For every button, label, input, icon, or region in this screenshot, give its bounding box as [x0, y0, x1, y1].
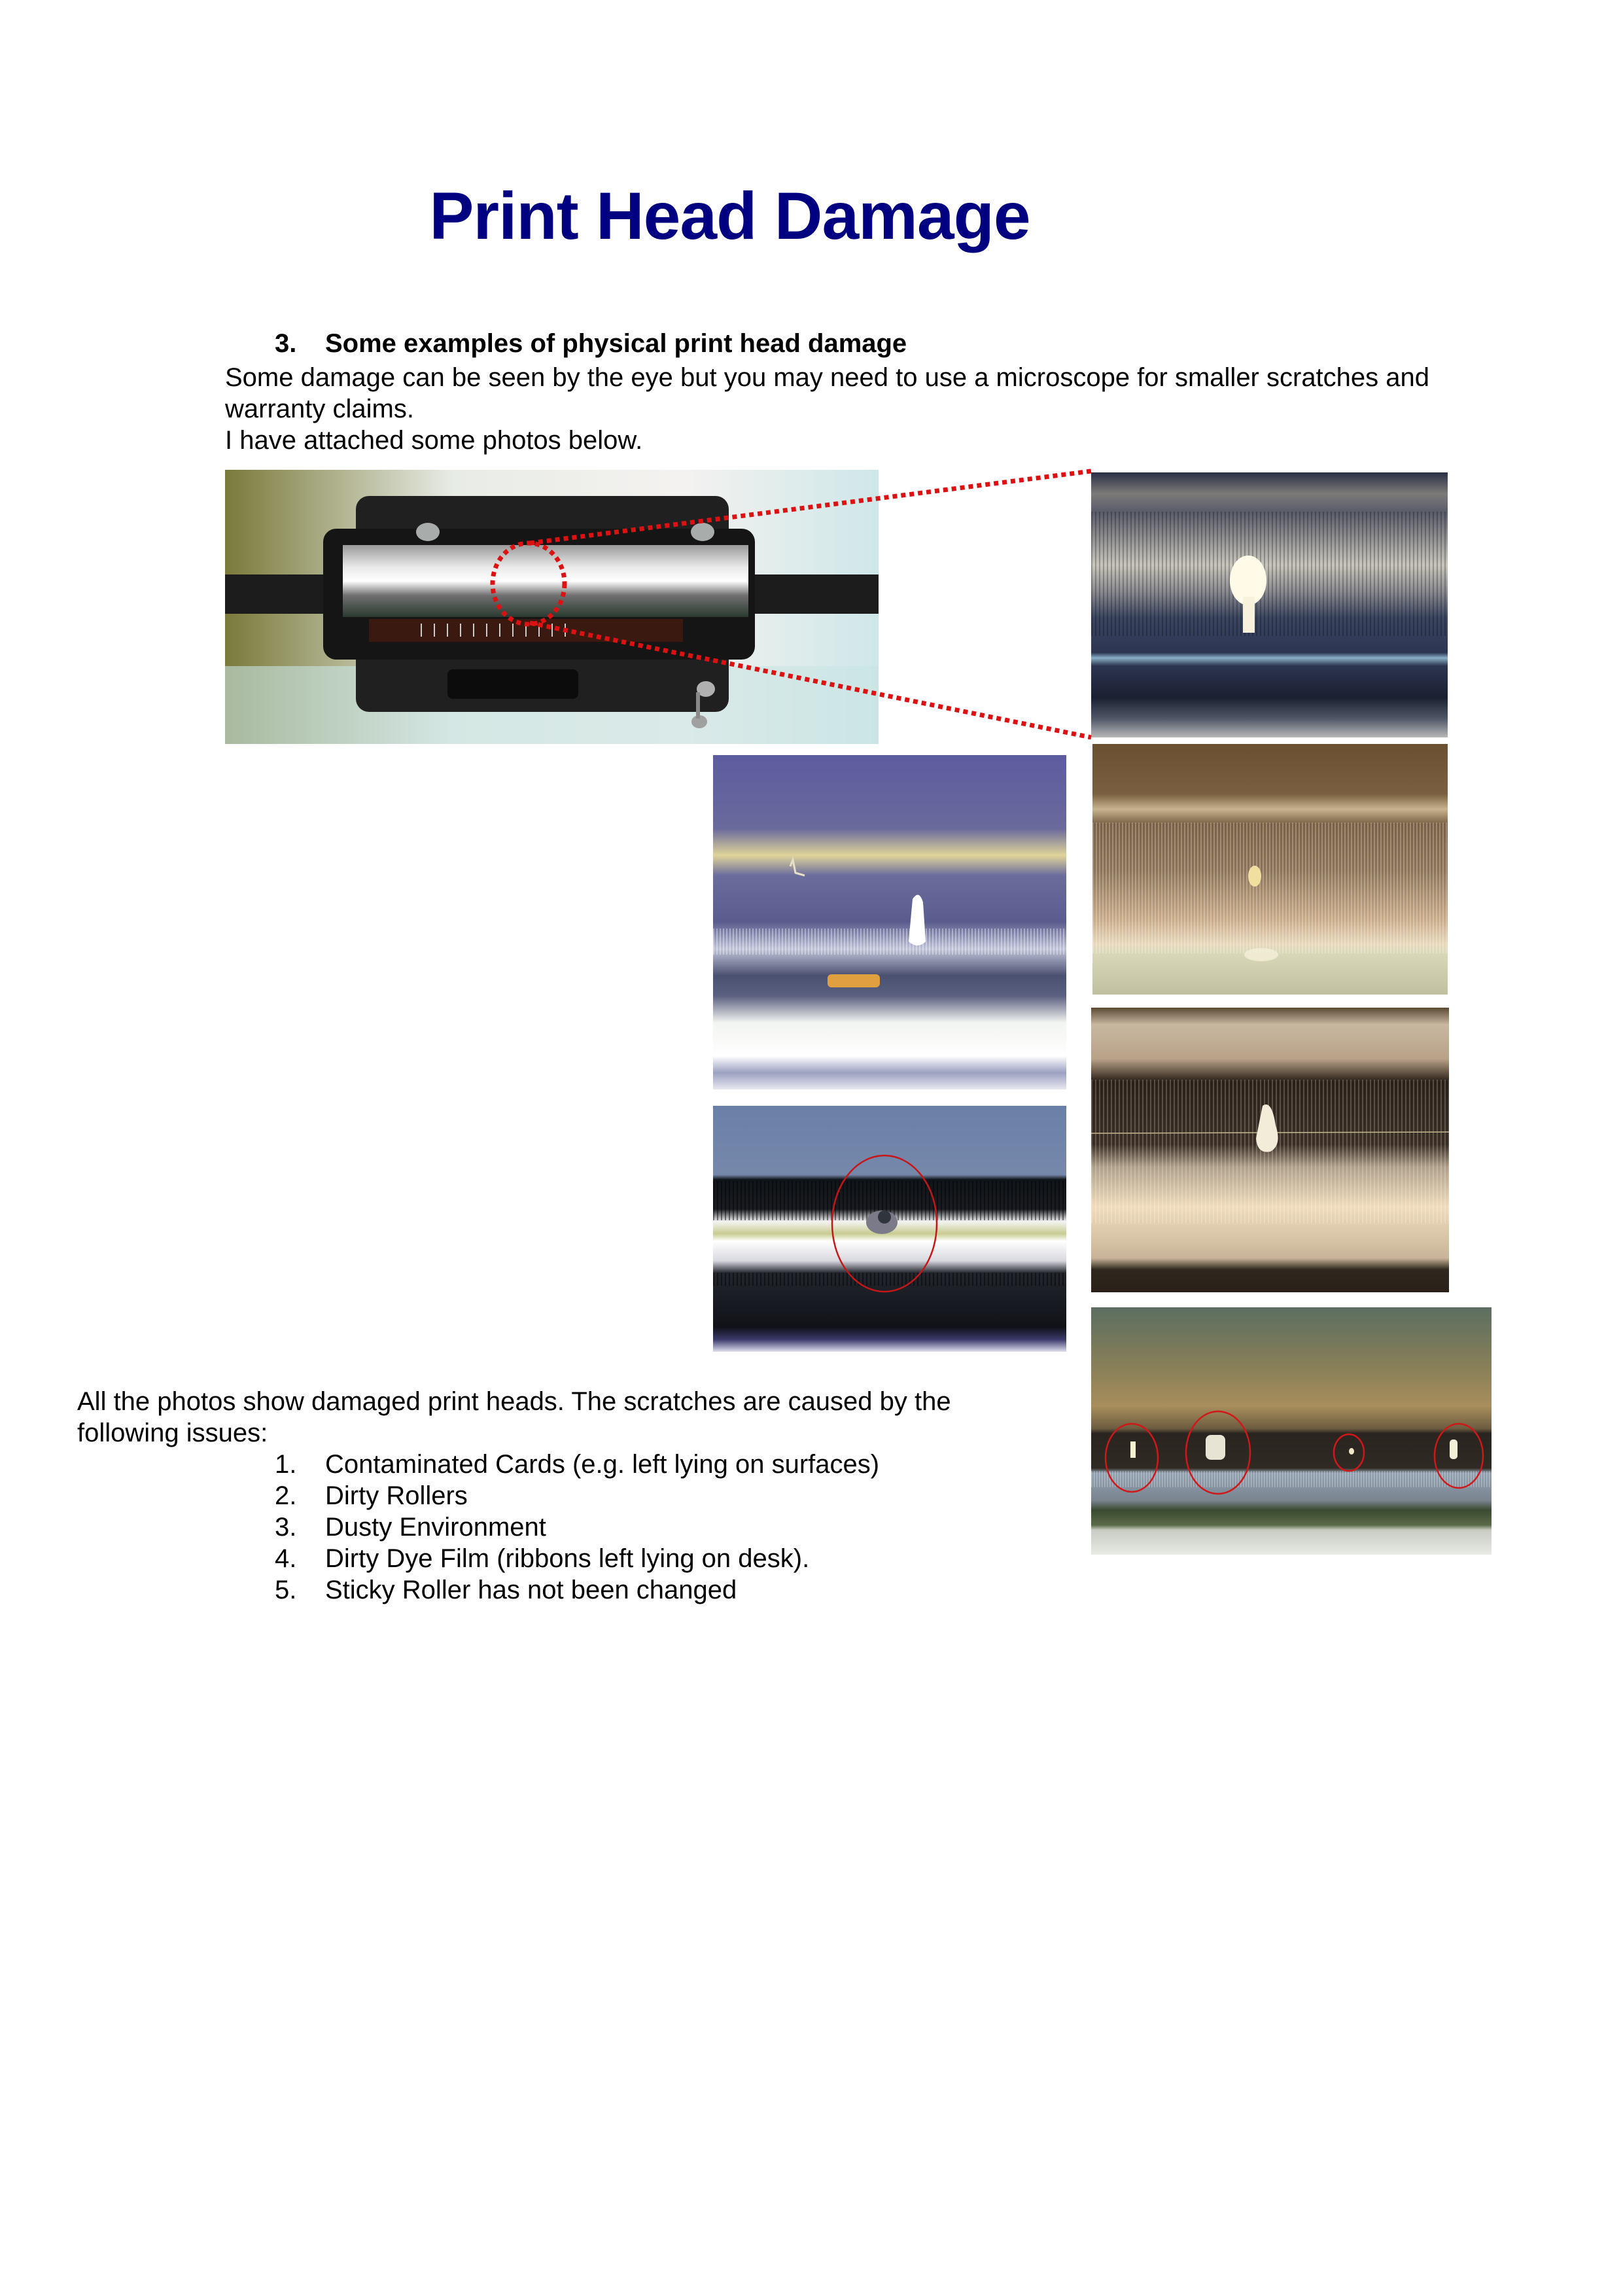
photo-closeup-ruler-circled	[713, 1106, 1066, 1352]
photo-print-head-assembly	[225, 470, 879, 744]
list-item-number: 5.	[275, 1576, 297, 1604]
issues-list	[275, 1449, 879, 1606]
list-item-text: Dirty Dye Film (ribbons left lying on desk).	[325, 1544, 810, 1573]
intro-paragraph: I have attached some photos below.	[225, 426, 643, 455]
list-item	[275, 1511, 879, 1543]
section-number: 3.	[275, 329, 297, 358]
photo-closeup-blue-scratch	[1091, 472, 1448, 737]
list-item-number: 1.	[275, 1450, 297, 1479]
section-heading	[275, 329, 907, 359]
closeup-purple-scratch-image	[713, 755, 1066, 1089]
list-item-number: 2.	[275, 1481, 297, 1510]
photo-closeup-green-circled	[1091, 1307, 1492, 1555]
page-title: Print Head Damage	[429, 179, 1030, 253]
list-item-text: Dirty Rollers	[325, 1481, 468, 1510]
closeup-green-circled-image	[1091, 1307, 1492, 1555]
photo-closeup-purple-scratch	[713, 755, 1066, 1089]
list-item-text: Contaminated Cards (e.g. left lying on surfaces)	[325, 1450, 880, 1479]
section-heading-text: Some examples of physical print head damage	[325, 329, 907, 358]
list-item-number: 4.	[275, 1544, 297, 1573]
closeup-blue-scratch-image	[1091, 472, 1448, 737]
list-item	[275, 1449, 879, 1480]
summary-text	[77, 1386, 1032, 1449]
list-item-text: Sticky Roller has not been changed	[325, 1576, 737, 1604]
closeup-brown-scratch-image	[1091, 1008, 1449, 1292]
list-item	[275, 1543, 879, 1574]
list-item-text: Dusty Environment	[325, 1513, 546, 1542]
closeup-gold-scratch-image	[1092, 744, 1448, 995]
intro-text	[225, 362, 1501, 456]
list-item	[275, 1574, 879, 1606]
list-item-number: 3.	[275, 1513, 297, 1542]
photo-closeup-gold-scratch	[1092, 744, 1448, 995]
summary-paragraph: All the photos show damaged print heads. The scratches are caused by the following issues:	[77, 1387, 951, 1447]
closeup-ruler-circled-image	[713, 1106, 1066, 1352]
intro-paragraph: Some damage can be seen by the eye but you may need to use a microscope for smaller scratches and warranty claims.	[225, 363, 1430, 423]
print-head-assembly-image	[225, 470, 879, 744]
photo-closeup-brown-scratch	[1091, 1008, 1449, 1292]
list-item	[275, 1480, 879, 1511]
